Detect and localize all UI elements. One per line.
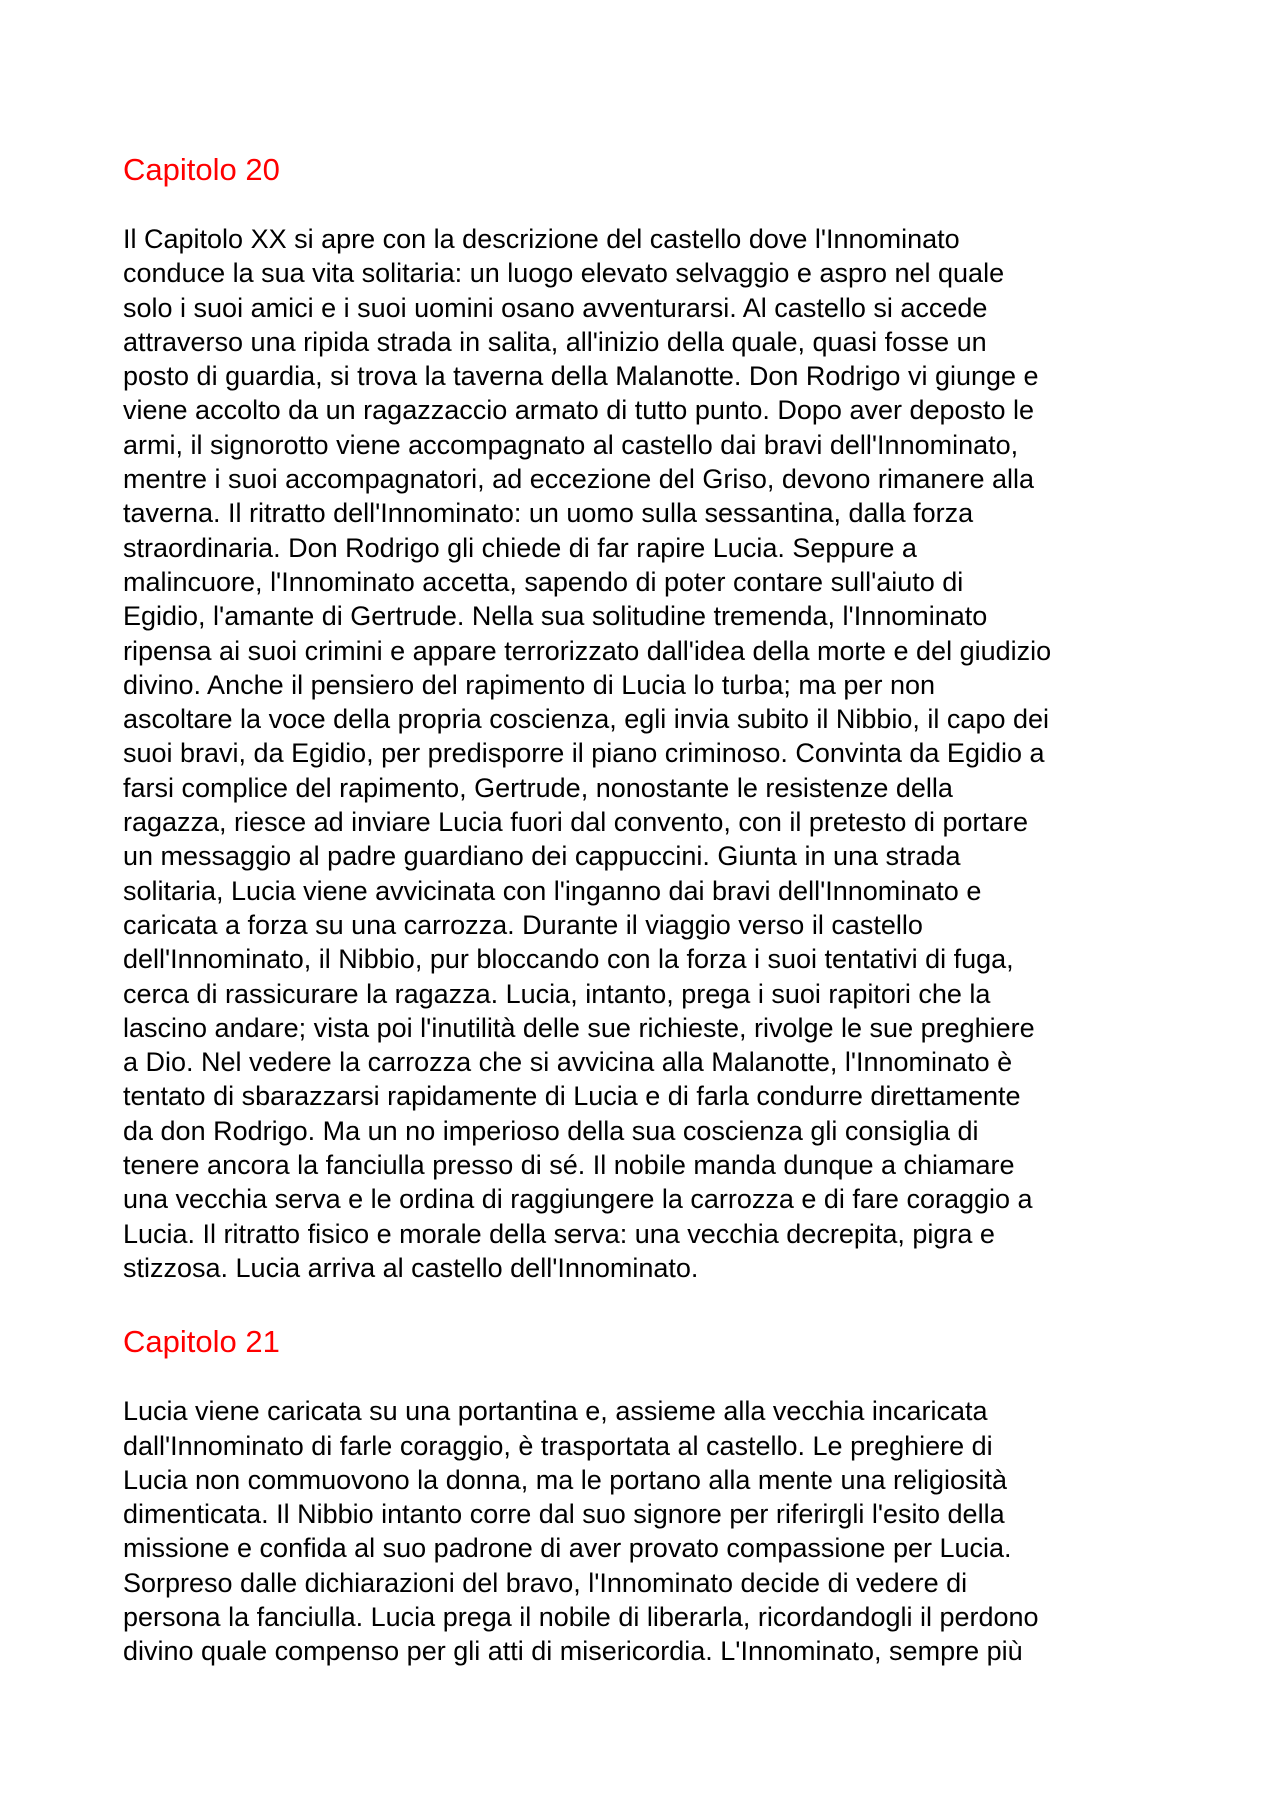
text-line: Il Capitolo XX si apre con la descrizione del castello dove l'Innominato [123,224,960,254]
text-line: attraverso una ripida strada in salita, all'inizio della quale, quasi fosse un [123,326,987,357]
text-line: solo i suoi amici e i suoi uomini osano avventurarsi. Al castello si accede [123,292,988,323]
text-line: tenere ancora la fanciulla presso di sé. Il nobile manda dunque a chiamare [123,1150,1015,1181]
text-line: a Dio. Nel vedere la carrozza che si avvicina alla Malanotte, l'Innominato è [123,1047,1013,1078]
text-line: caricata a forza su una carrozza. Durante il viaggio verso il castello [123,909,923,940]
text-line: Lucia viene caricata su una portantina e, assieme alla vecchia incaricata [123,1396,988,1427]
text-line: divino quale compenso per gli atti di misericordia. L'Innominato, sempre più [123,1636,1023,1667]
text-line: posto di guardia, si trova la taverna della Malanotte. Don Rodrigo vi giunge e [123,361,1039,392]
text-line: mentre i suoi accompagnatori, ad eccezione del Griso, devono rimanere alla [123,464,1034,495]
text-line: lascino andare; vista poi l'inutilità delle sue richieste, rivolge le sue preghiere [123,1012,1035,1043]
text-line: Lucia non commuovono la donna, ma le portano alla mente una religiosità [123,1464,1008,1495]
text-line: cerca di rassicurare la ragazza. Lucia, intanto, prega i suoi rapitori che la [123,978,991,1009]
text-line: armi, il signorotto viene accompagnato al castello dai bravi dell'Innominato, [123,429,1019,460]
text-line: malincuore, l'Innominato accetta, sapendo di poter contare sull'aiuto di [123,566,964,597]
text-line: dell'Innominato, il Nibbio, pur bloccando con la forza i suoi tentativi di fuga, [123,944,1014,975]
document-content [123,152,1168,1669]
text-line: Lucia. Il ritratto fisico e morale della serva: una vecchia decrepita, pigra e [123,1218,995,1249]
text-line: solitaria, Lucia viene avvicinata con l'inganno dai bravi dell'Innominato e [123,875,982,906]
text-line: straordinaria. Don Rodrigo gli chiede di far rapire Lucia. Seppure a [123,532,917,563]
text-line: stizzosa. Lucia arriva al castello dell'Innominato. [123,1252,699,1283]
chapter-20-heading: Capitolo 20 [123,152,280,187]
text-line: persona la fanciulla. Lucia prega il nobile di liberarla, ricordandogli il perdono [123,1601,1039,1632]
chapter-20-text [123,222,1168,1285]
text-line: tentato di sbarazzarsi rapidamente di Lucia e di farla condurre direttamente [123,1081,1021,1112]
text-line: Egidio, l'amante di Gertrude. Nella sua solitudine tremenda, l'Innominato [123,601,988,632]
text-line: Sorpreso dalle dichiarazioni del bravo, l'Innominato decide di vedere di [123,1567,968,1598]
text-line: conduce la sua vita solitaria: un luogo elevato selvaggio e aspro nel quale [123,258,1005,289]
text-line: suoi bravi, da Egidio, per predisporre il piano criminoso. Convinta da Egidio a [123,738,1045,769]
text-line: ragazza, riesce ad inviare Lucia fuori dal convento, con il pretesto di portare [123,807,1029,838]
text-line: dimenticata. Il Nibbio intanto corre dal suo signore per riferirgli l'esito della [123,1499,1005,1530]
text-line: ascoltare la voce della propria coscienza, egli invia subito il Nibbio, il capo dei [123,704,1050,735]
text-line: viene accolto da un ragazzaccio armato di tutto punto. Dopo aver deposto le [123,395,1035,426]
text-line: farsi complice del rapimento, Gertrude, nonostante le resistenze della [123,772,953,803]
text-line: da don Rodrigo. Ma un no imperioso della sua coscienza gli consiglia di [123,1115,979,1146]
text-line: taverna. Il ritratto dell'Innominato: un uomo sulla sessantina, dalla forza [123,498,974,529]
text-line: dall'Innominato di farle coraggio, è trasportata al castello. Le preghiere di [123,1430,993,1461]
text-line: divino. Anche il pensiero del rapimento di Lucia lo turba; ma per non [123,669,935,700]
text-line: una vecchia serva e le ordina di raggiungere la carrozza e di fare coraggio a [123,1184,1033,1215]
text-line: missione e confida al suo padrone di aver provato compassione per Lucia. [123,1533,1012,1564]
chapter-21-text [123,1394,1168,1668]
text-line: ripensa ai suoi crimini e appare terrorizzato dall'idea della morte e del giudizio [123,635,1052,666]
text-line: un messaggio al padre guardiano dei cappuccini. Giunta in una strada [123,841,961,872]
chapter-21-heading: Capitolo 21 [123,1324,280,1360]
